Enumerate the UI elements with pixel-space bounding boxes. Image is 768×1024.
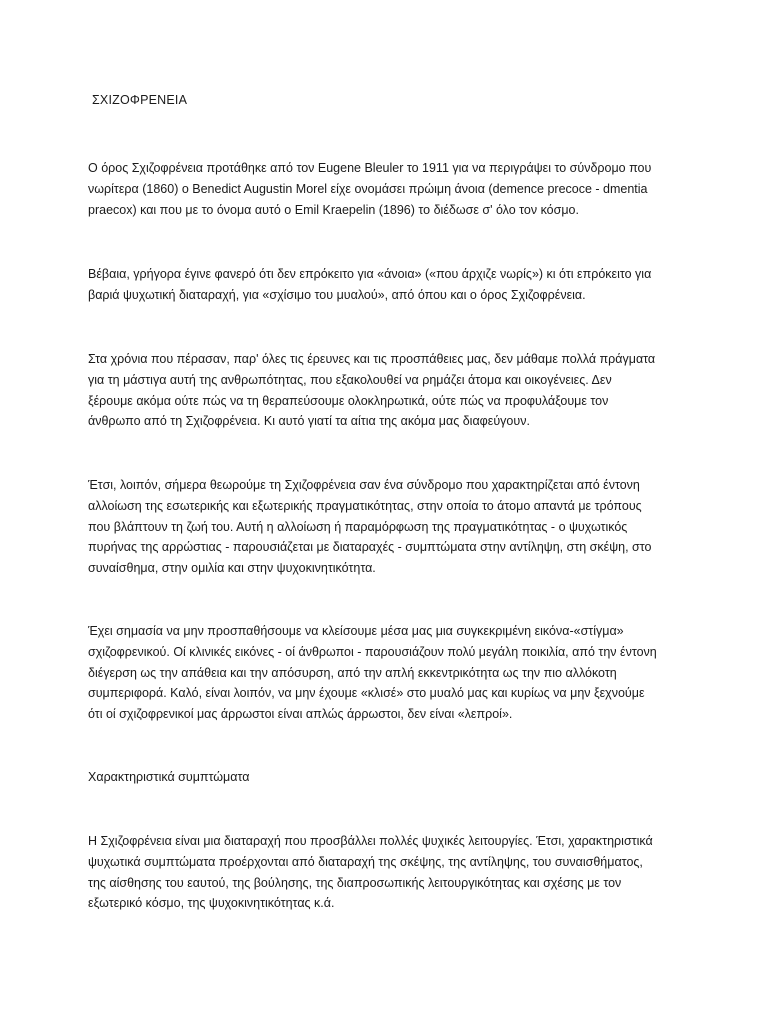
paragraph-line: συναίσθημα, στην ομιλία και στην ψυχοκινητικότητα. (88, 561, 376, 576)
paragraph-line: συμπεριφορά. Καλό, είναι λοιπόν, να μην έχουμε «κλισέ» στο μυαλό μας και κυρίως να μην ξεχνούμε (88, 686, 645, 701)
paragraph-line: της αίσθησης του εαυτού, της βούλησης, της διαπροσωπικής λειτουργικότητας και σχέσης με τον (88, 875, 622, 890)
paragraph-line: που βλάπτουν τη ζωή του. Αυτή η αλλοίωση ή παραμόρφωση της πραγματικότητας - ο ψυχωτικός (88, 519, 628, 534)
paragraph-line: Βέβαια, γρήγορα έγινε φανερό ότι δεν επρόκειτο για «άνοια» («που άρχιζε νωρίς») κι ότι επρόκειτο για (88, 267, 652, 281)
paragraph-line: σχιζοφρενικού. Οί κλινικές εικόνες - οί άνθρωποι - παρουσιάζουν πολύ μεγάλη ποικιλία, από την έντονη (88, 644, 657, 659)
paragraph-line: ψυχωτικά συμπτώματα προέρχονται από διαταραχή της σκέψης, της αντίληψης, του συναισθήματος, (88, 854, 643, 869)
paragraph-line: πυρήνας της αρρώστιας - παρουσιάζεται με διαταραχές - συμπτώματα στην αντίληψη, στη σκέψη, στο (88, 540, 652, 555)
paragraph-line: Έτσι, λοιπόν, σήμερα θεωρούμε τη Σχιζοφρένεια σαν ένα σύνδρομο που χαρακτηρίζεται από έντονη (88, 478, 640, 492)
paragraph-line: praecox) και που με το όνομα αυτό ο Emil Kraepelin (1896) το διέδωσε σ' όλο τον κόσμο. (88, 202, 579, 217)
paragraph-line: νωρίτερα (1860) ο Benedict Augustin Morel είχε ονομάσει πρώιμη άνοια (demence precoce - dmentia (88, 181, 648, 196)
paragraph-line: ξέρουμε ακόμα ούτε πώς να τη θεραπεύσουμε ολοκληρωτικά, ούτε πώς να προφυλάξουμε τον (88, 393, 609, 408)
paragraph-line: άνθρωπο από τη Σχιζοφρένεια. Κι αυτό γιατί τα αίτια της ακόμα μας διαφεύγουν. (88, 414, 530, 429)
paragraph-line: διέγερση ως την απάθεια και την απόσυρση, από την απλή εκκεντρικότητα ως την πιο αλλόκοτη (88, 665, 617, 680)
paragraph-line: για τη μάστιγα αυτή της ανθρωπότητας, που εξακολουθεί να ρημάζει άτομα και οικογένειες. Δεν (88, 372, 612, 387)
paragraph-line: Ο όρος Σχιζοφρένεια προτάθηκε από τον Eugene Bleuler το 1911 για να περιγράψει το σύνδρομο που (88, 161, 652, 175)
section-heading: Χαρακτηριστικά συμπτώματα (88, 770, 250, 784)
paragraph-line: εξωτερικό κόσμο, της ψυχοκινητικότητας κ.ά. (88, 896, 335, 911)
paragraph-2 (88, 264, 688, 306)
paragraph-4 (88, 475, 688, 579)
paragraph-5 (88, 621, 688, 725)
paragraph-line: βαριά ψυχωτική διαταραχή, για «σχίσιμο του μυαλού», από όπου και ο όρος Σχιζοφρένεια. (88, 287, 586, 302)
paragraph-line: Στα χρόνια που πέρασαν, παρ' όλες τις έρευνες και τις προσπάθειες μας, δεν μάθαμε πολλά πράγματα (88, 352, 656, 366)
paragraph-line: αλλοίωση της εσωτερικής και εξωτερικής πραγματικότητας, στην οποία το άτομο απαντά με τρόπους (88, 498, 642, 513)
paragraph-3 (88, 349, 688, 432)
paragraph-line: ότι οί σχιζοφρενικοί μας άρρωστοι είναι απλώς άρρωστοι, δεν είναι «λεπροί». (88, 707, 513, 722)
paragraph-6 (88, 831, 688, 914)
paragraph-1 (88, 158, 688, 220)
document-title: ΣΧΙΖΟΦΡΕΝΕΙΑ (92, 93, 188, 107)
paragraph-line: Έχει σημασία να μην προσπαθήσουμε να κλείσουμε μέσα μας μια συγκεκριμένη εικόνα-«στίγμα» (88, 624, 624, 638)
paragraph-line: Η Σχιζοφρένεια είναι μια διαταραχή που προσβάλλει πολλές ψυχικές λειτουργίες. Έτσι, χαρακτηριστικά (88, 834, 653, 848)
